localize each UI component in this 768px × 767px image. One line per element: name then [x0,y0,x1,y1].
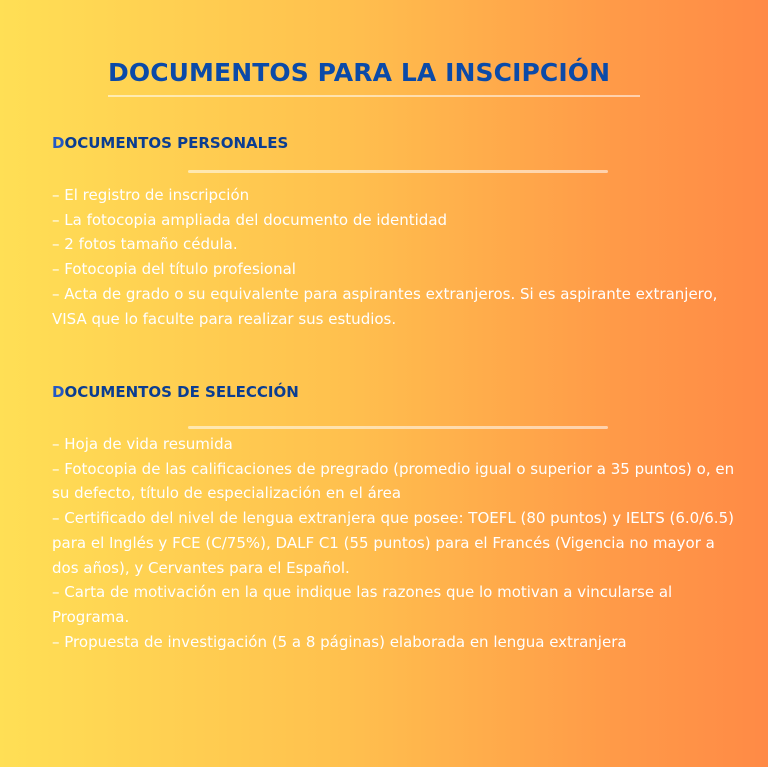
section-heading-initial: D [52,134,65,152]
personal-documents-list [52,183,742,331]
section-heading-initial: D [52,383,65,401]
section-heading-text: OCUMENTOS DE SELECCIÓN [64,383,299,401]
list-item: – 2 fotos tamaño cédula. [52,235,238,254]
list-item: – Fotocopia del título profesional [52,260,296,279]
section-divider [188,170,608,173]
section-heading-seleccion [52,383,299,401]
section-divider [188,426,608,429]
list-item: – La fotocopia ampliada del documento de identidad [52,210,448,229]
page-title: DOCUMENTOS PARA LA INSCIPCIÓN [108,58,611,87]
list-item: – Propuesta de investigación (5 a 8 páginas) elaborada en lengua extranjera [52,632,627,651]
list-item: – Fotocopia de las calificaciones de pregrado (promedio igual o superior a 35 puntos) o, en su defecto, título de especialización en el área [52,459,735,503]
section-heading-text: OCUMENTOS PERSONALES [64,134,289,152]
list-item: – Carta de motivación en la que indique las razones que lo motivan a vincularse al Programa. [52,583,673,626]
list-item: – El registro de inscripción [52,186,250,204]
list-item: – Acta de grado o su equivalente para aspirantes extranjeros. Si es aspirante extranjero, VISA que lo faculte para realizar sus estudios. [52,284,718,328]
list-item: – Hoja de vida resumida [52,435,233,453]
title-underline [108,95,640,97]
list-item: – Certificado del nivel de lengua extranjera que posee: TOEFL (80 puntos) y IELTS (6.0/6.5) para el Inglés y FCE (C/75%), DALF C1 (55 puntos) para el Francés (Vigencia no mayor a dos años), y Cervantes para el Español. [52,509,734,577]
section-heading-personales [52,134,288,152]
selection-documents-list [52,432,742,654]
